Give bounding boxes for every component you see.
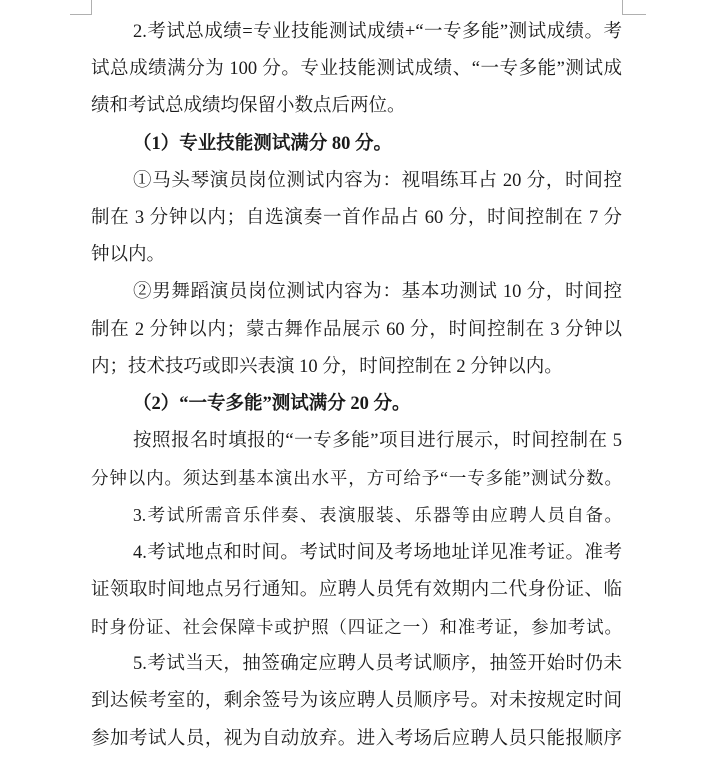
text-line-5: ①马头琴演员岗位测试内容为：视唱练耳占 20 分，时间控 xyxy=(133,170,622,191)
text-line-14: 3.考试所需音乐伴奏、表演服装、乐器等由应聘人员自备。 xyxy=(133,505,622,526)
text-line-19: 到达候考室的，剩余签号为该应聘人员顺序号。对未按规定时间 xyxy=(91,691,622,712)
text-line-1: 2.考试总成绩=专业技能测试成绩+“一专多能”测试成绩。考 xyxy=(133,22,622,42)
text-line-17: 时身份证、社会保障卡或护照（四证之一）和准考证，参加考试。 xyxy=(91,617,622,637)
text-line-8: ②男舞蹈演员岗位测试内容为：基本功测试 10 分，时间控 xyxy=(133,282,622,303)
text-line-3: 绩和考试总成绩均保留小数点后两位。 xyxy=(91,96,406,117)
text-line-6: 制在 3 分钟以内；自选演奏一首作品占 60 分，时间控制在 7 分 xyxy=(91,207,622,228)
text-line-18: 5.考试当天，抽签确定应聘人员考试顺序，抽签开始时仍未 xyxy=(133,654,622,675)
text-line-7: 钟以内。 xyxy=(91,245,166,266)
document-text xyxy=(91,14,622,758)
text-line-13: 分钟以内。须达到基本演出水平，方可给予“一专多能”测试分数。 xyxy=(91,468,622,489)
text-line-15: 4.考试地点和时间。考试时间及考场地址详见准考证。准考 xyxy=(133,542,622,563)
text-line-9: 制在 2 分钟以内；蒙古舞作品展示 60 分，时间控制在 3 分钟以 xyxy=(91,319,622,340)
text-boundary-mark-top-right xyxy=(622,0,646,15)
text-line-20: 参加考试人员，视为自动放弃。进入考场后应聘人员只能报顺序 xyxy=(91,728,622,749)
text-line-16: 证领取时间地点另行通知。应聘人员凭有效期内二代身份证、临 xyxy=(91,579,622,600)
text-line-2: 试总成绩满分为 100 分。专业技能测试成绩、“一专多能”测试成 xyxy=(91,59,622,80)
subheading-skill-test: （1）专业技能测试满分 80 分。 xyxy=(133,133,393,154)
text-line-12: 按照报名时填报的“一专多能”项目进行展示，时间控制在 5 xyxy=(133,431,622,452)
text-boundary-mark-top-left xyxy=(70,0,92,15)
text-line-10: 内；技术技巧或即兴表演 10 分，时间控制在 2 分钟以内。 xyxy=(91,356,563,377)
subheading-multi-talent: （2）“一专多能”测试满分 20 分。 xyxy=(133,393,411,414)
